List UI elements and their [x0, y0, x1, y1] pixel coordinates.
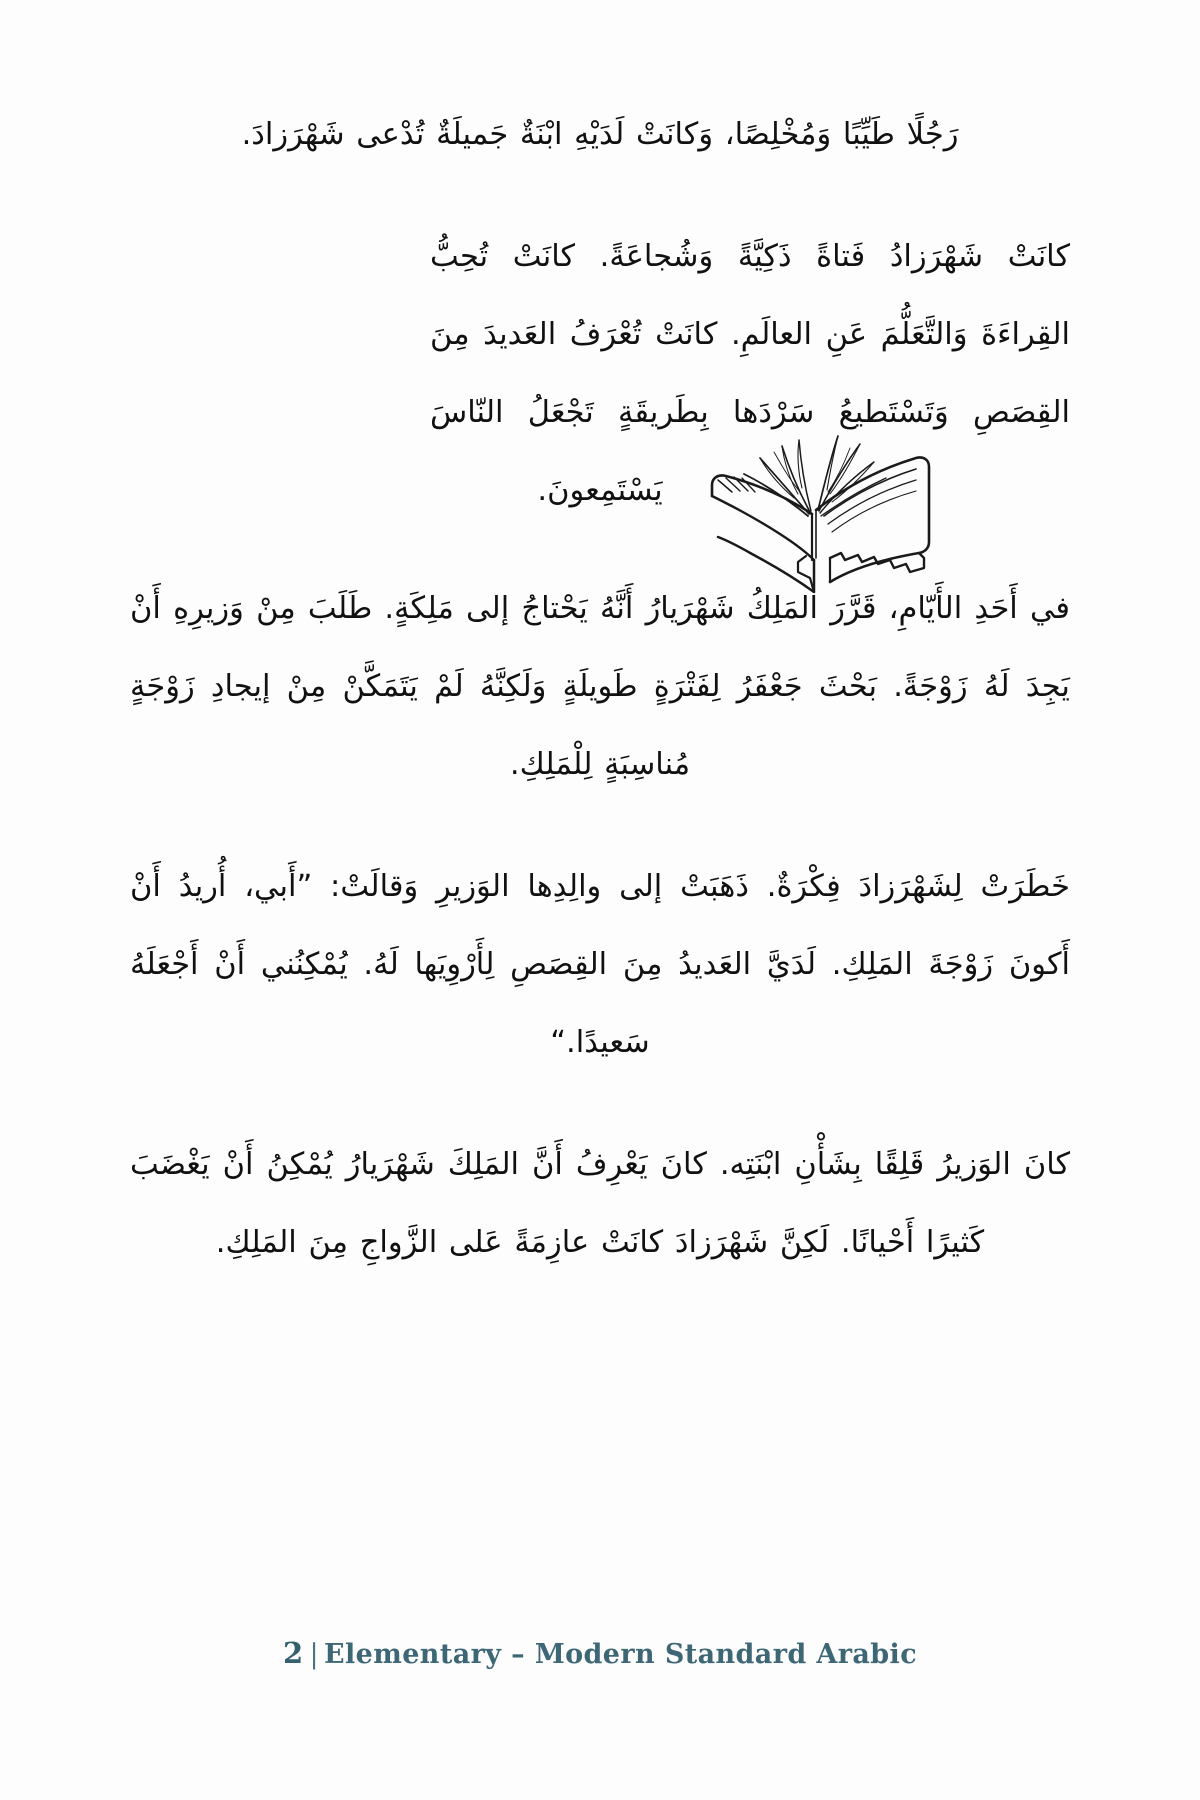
- article-body: [130, 96, 1070, 1282]
- footer-inner: [283, 1636, 917, 1670]
- paragraph-2-text: كانت شهرزاد فتاة ذكية وشجاعة. كانت تحب القراءة والتعلم عن العالم. كانت تعرف العديد من القصص وتستطيع سردها بطريقة تجعل الناس يستمعون.: [430, 239, 1070, 508]
- footer-page-number: 2: [282, 1636, 304, 1670]
- footer-title: Elementary – Modern Standard Arabic: [324, 1639, 918, 1670]
- paragraph-5: كان الوزير قلقا بشأن ابنته. كان يعرف أن الملك شهريار يمكن أن يغضب كثيرا أحيانا. لكن شهرزاد كانت عازمة على الزواج من الملك.: [130, 1147, 1071, 1260]
- illustration-wrap-shape: [130, 218, 430, 433]
- paragraph-2: [130, 218, 1070, 530]
- page-footer: [0, 1636, 1200, 1670]
- paragraph-3: في أحد الأيام، قرر الملك شهريار أنه يحتاج إلى ملكة. طلب من وزيره أن يجد له زوجة. بحث جعفر لفترة طويلة ولكنه لم يتمكن من إيجاد زوجة مناسبة للملك.: [130, 591, 1070, 782]
- footer-separator: |: [309, 1639, 320, 1670]
- paragraph-1: رجلا طيبا ومخلصا، وكانت لديه ابنة جميلة تدعى شهرزاد.: [241, 117, 959, 152]
- paragraph-4: خطرت لشهرزاد فكرة. ذهبت إلى والدها الوزير وقالت: ”أبي، أريد أن أكون زوجة الملك. لدي العديد من القصص لأرويها له. يمكنني أن أجعله سعيدا.“: [130, 869, 1070, 1060]
